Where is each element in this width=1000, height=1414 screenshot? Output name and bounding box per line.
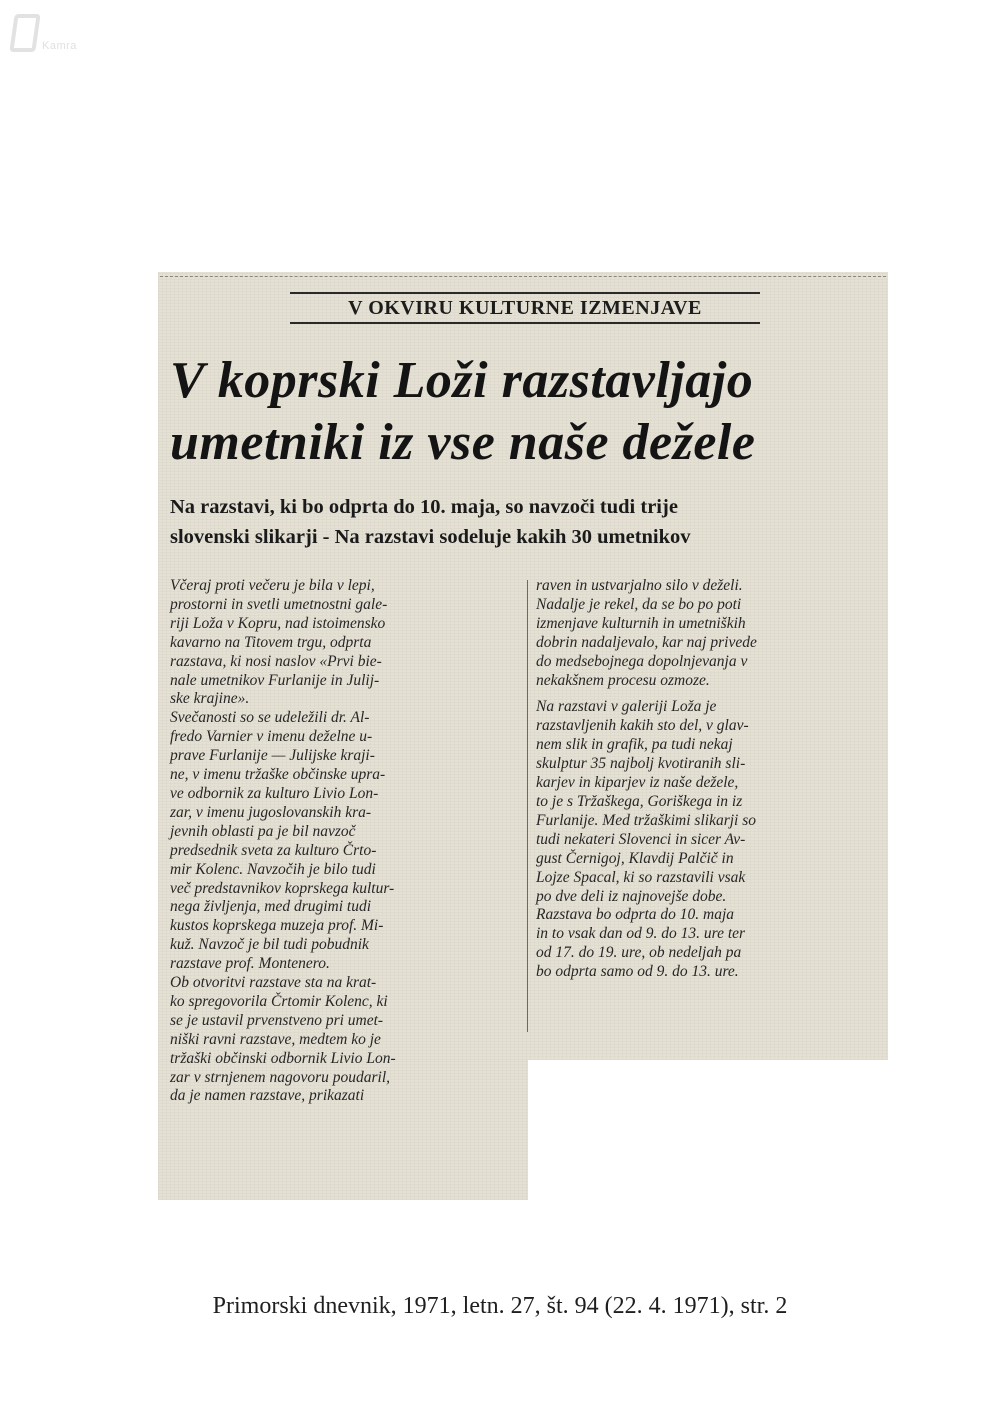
text-line: Včeraj proti večeru je bila v lepi, — [170, 577, 375, 594]
article-column-1 — [170, 577, 518, 1106]
text-line: izmenjave kulturnih in umetniških — [536, 614, 746, 632]
text-line: Na razstavi v galeriji Loža je — [536, 698, 717, 716]
text-line: se je ustavil prvenstveno pri umet- — [170, 1011, 384, 1029]
headline-line: umetniki iz vse naše dežele — [170, 414, 756, 471]
article-headline — [170, 350, 886, 474]
text-line: kustos koprskega muzeja prof. Mi- — [170, 917, 384, 935]
logo-text: Kamra — [42, 40, 77, 52]
text-line: več predstavnikov koprskega kultur- — [170, 879, 395, 897]
text-line: niški ravni razstave, medtem ko je — [170, 1030, 381, 1048]
text-line: nega življenja, med drugimi tudi — [170, 898, 372, 916]
article-subhead — [170, 492, 880, 552]
text-line: zar, v imenu jugoslovanskih kra- — [170, 803, 372, 821]
text-line: od 17. do 19. ure, ob nedeljah pa — [536, 944, 742, 962]
text-line: Furlanije. Med tržaškimi slikarji so — [536, 811, 757, 829]
text-line: Lojze Spacal, ki so razstavili vsak — [536, 868, 746, 886]
article-kicker: V OKVIRU KULTURNE IZMENJAVE — [290, 292, 760, 324]
text-line: predsednik sveta za kulturo Črto- — [170, 841, 377, 859]
text-line: prostorni in svetli umetnostni gale- — [170, 595, 388, 613]
text-line: fredo Varnier v imenu deželne u- — [170, 728, 373, 746]
text-line: skulptur 35 najbolj kvotiranih sli- — [536, 755, 746, 773]
text-line: razstavljenih kakih sto del, v glav- — [536, 717, 749, 735]
text-line: Ob otvoritvi razstave sta na krat- — [170, 974, 377, 992]
article-column-2 — [536, 577, 880, 982]
column-divider — [527, 580, 528, 1032]
text-line: dobrin nadaljevalo, kar naj privede — [536, 633, 757, 651]
text-line — [536, 690, 880, 698]
text-line: zar v strnjenem nagovoru poudaril, — [170, 1068, 391, 1086]
text-line: ko spregovorila Črtomir Kolenc, ki — [170, 992, 388, 1010]
text-line: Razstava bo odprta do 10. maja — [536, 906, 735, 924]
text-line: ne, v imenu tržaške občinske upra- — [170, 766, 386, 784]
text-line: nekakšnem procesu ozmoze. — [536, 671, 710, 689]
text-line: po dve deli iz najnovejše dobe. — [536, 887, 727, 905]
source-caption: Primorski dnevnik, 1971, letn. 27, št. 94 (22. 4. 1971), str. 2 — [212, 1293, 788, 1319]
text-line: to je s Tržaškega, Goriškega in iz — [536, 792, 743, 810]
clipping-edge-line — [160, 276, 886, 277]
text-line: tržaški občinski odbornik Livio Lon- — [170, 1049, 396, 1067]
text-line: razstava, ki nosi naslov «Prvi bie- — [170, 652, 382, 670]
text-line: Nadalje je rekel, da se bo po poti — [536, 595, 742, 613]
headline-line: V koprski Loži razstavljajo — [170, 352, 754, 409]
text-line: gust Černigoj, Klavdij Palčič in — [536, 849, 734, 867]
text-line: ske krajine». — [170, 690, 250, 708]
text-line: in to vsak dan od 9. do 13. ure ter — [536, 925, 746, 943]
text-line: kuž. Navzoč je bil tudi pobudnik — [170, 936, 369, 954]
text-line: bo odprta samo od 9. do 13. ure. — [536, 963, 739, 981]
text-line: prave Furlanije — Julijske kraji- — [170, 747, 375, 765]
text-line: nem slik in grafik, pa tudi nekaj — [536, 736, 733, 754]
text-line: kavarno na Titovem trgu, odprta — [170, 633, 372, 651]
text-line: nale umetnikov Furlanije in Julij- — [170, 671, 380, 689]
text-line: karjev in kiparjev iz naše dežele, — [536, 774, 739, 792]
text-line: do medsebojnega dopolnjevanja v — [536, 652, 748, 670]
text-line: da je namen razstave, prikazati — [170, 1087, 365, 1105]
text-line: razstave prof. Montenero. — [170, 955, 330, 973]
subhead-line: Na razstavi, ki bo odprta do 10. maja, so navzoči tudi trije — [170, 496, 678, 518]
text-line: riji Loža v Kopru, nad istoimensko — [170, 614, 386, 632]
subhead-line: slovenski slikarji - Na razstavi sodeluje kakih 30 umetnikov — [170, 526, 691, 548]
text-line: raven in ustvarjalno silo v deželi. — [536, 577, 743, 594]
text-line: Svečanosti so se udeležili dr. Al- — [170, 709, 370, 727]
text-line: ve odbornik za kulturo Livio Lon- — [170, 784, 379, 802]
text-line: mir Kolenc. Navzočih je bilo tudi — [170, 860, 376, 878]
text-line: tudi nekateri Slovenci in sicer Av- — [536, 830, 746, 848]
text-line: jevnih oblasti pa je bil navzoč — [170, 822, 356, 840]
